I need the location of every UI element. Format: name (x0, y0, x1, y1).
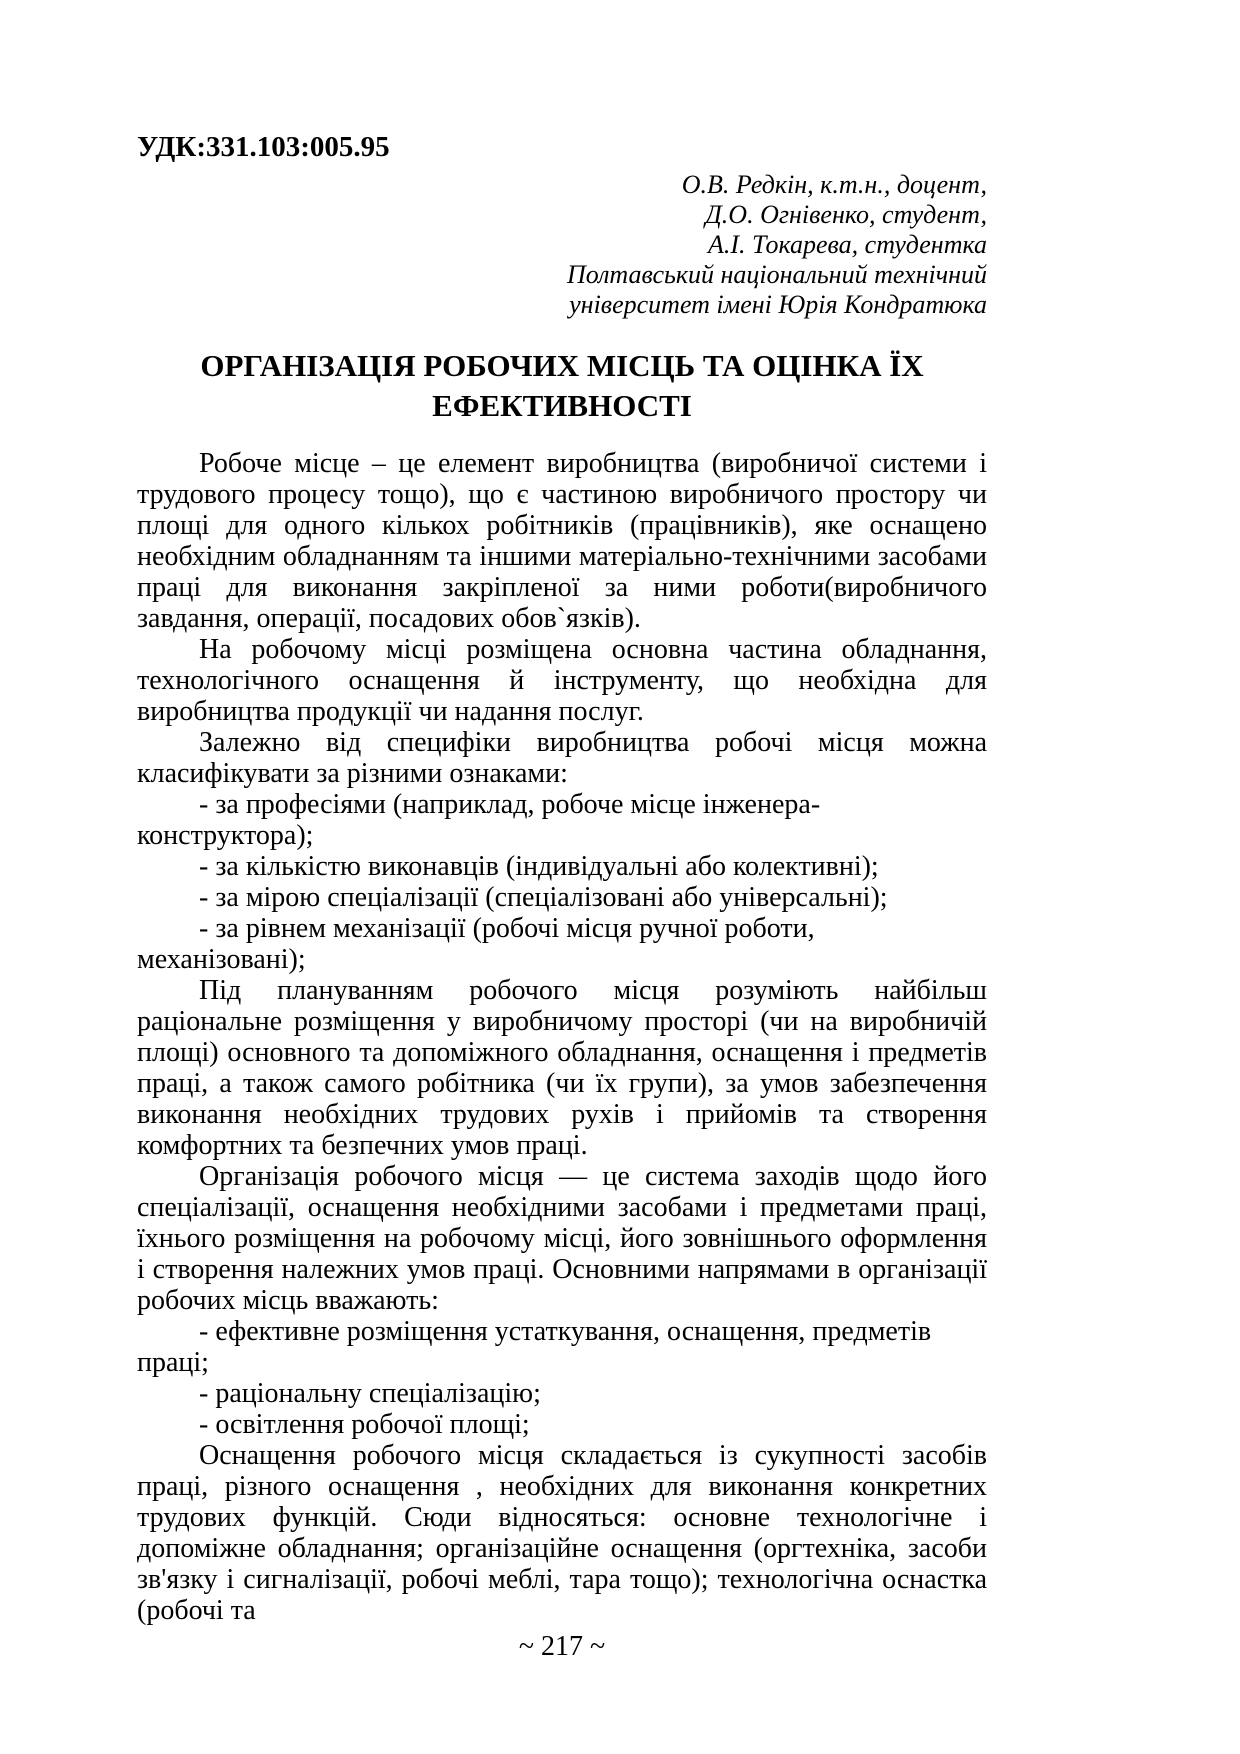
page-title: ОРГАНІЗАЦІЯ РОБОЧИХ МІСЦЬ ТА ОЦІНКА ЇХ ЕФЕКТИВНОСТІ (200, 348, 924, 423)
article-body (137, 448, 987, 1626)
list-item: - за мірою спеціалізації (спеціалізовані або універсальні); (199, 882, 888, 913)
paragraph: Під плануванням робочого місця розуміють найбільш раціональне розміщення у виробничому просторі (чи на виробничій площі) основного та допоміжного обладнання, оснащення і предметів праці, а також самого робітника (чи їх групи), за умов забезпечення виконання необхідних трудових рухів і прийомів та створення комфортних та безпечних умов праці. (137, 975, 987, 1161)
affiliation-line: Полтавський національний технічний (566, 260, 987, 289)
paragraph: Залежно від специфіки виробництва робочі місця можна класифікувати за різними ознаками: (137, 727, 987, 789)
list-item: - за кількістю виконавців (індивідуальні або колективні); (199, 851, 879, 882)
paragraph: Оснащення робочого місця складається із сукупності засобів праці, різного оснащення , необхідних для виконання конкретних трудових функцій. Сюди відносяться: основне технологічне і допоміжне обладнання; організаційне оснащення (оргтехніка, засоби зв'язку і сигналізації, робочі меблі, тара тощо); технологічна оснастка (робочі та (137, 1440, 987, 1626)
list-item: - за професіями (наприклад, робоче місце інженера-конструктора); (137, 789, 821, 851)
author-line: Д.О. Огнівенко, студент, (705, 200, 987, 229)
udc-code: УДК:331.103:005.95 (137, 131, 390, 163)
paragraph: На робочому місці розміщена основна частина обладнання, технологічного оснащення й інструменту, що необхідна для виробництва продукції чи надання послуг. (137, 634, 987, 727)
list-item: - освітлення робочої площі; (199, 1409, 530, 1440)
affiliation-line: університет імені Юрія Кондратюка (569, 290, 987, 319)
page-number: ~ 217 ~ (518, 1631, 606, 1662)
authors-block (137, 170, 987, 320)
list-item: - за рівнем механізації (робочі місця ручної роботи, механізовані); (137, 913, 815, 975)
list-item: - ефективне розміщення устаткування, оснащення, предметів праці; (137, 1316, 932, 1378)
author-line: О.В. Редкін, к.т.н., доцент, (681, 170, 987, 199)
list-item: - раціональну спеціалізацію; (199, 1378, 541, 1409)
author-line: А.І. Токарева, студентка (707, 230, 987, 259)
paragraph: Організація робочого місця — це система заходів щодо його спеціалізації, оснащення необхідними засобами і предметами праці, їхнього розміщення на робочому місці, його зовнішнього оформлення і створення належних умов праці. Основними напрямами в організації робочих місць вважають: (137, 1161, 987, 1316)
paragraph: Робоче місце – це елемент виробництва (виробничої системи і трудового процесу тощо), що є частиною виробничого простору чи площі для одного кількох робітників (працівників), яке оснащено необхідним обладнанням та іншими матеріально-технічними засобами праці для виконання закріпленої за ними роботи(виробничого завдання, операції, посадових обов`язків). (137, 448, 987, 634)
